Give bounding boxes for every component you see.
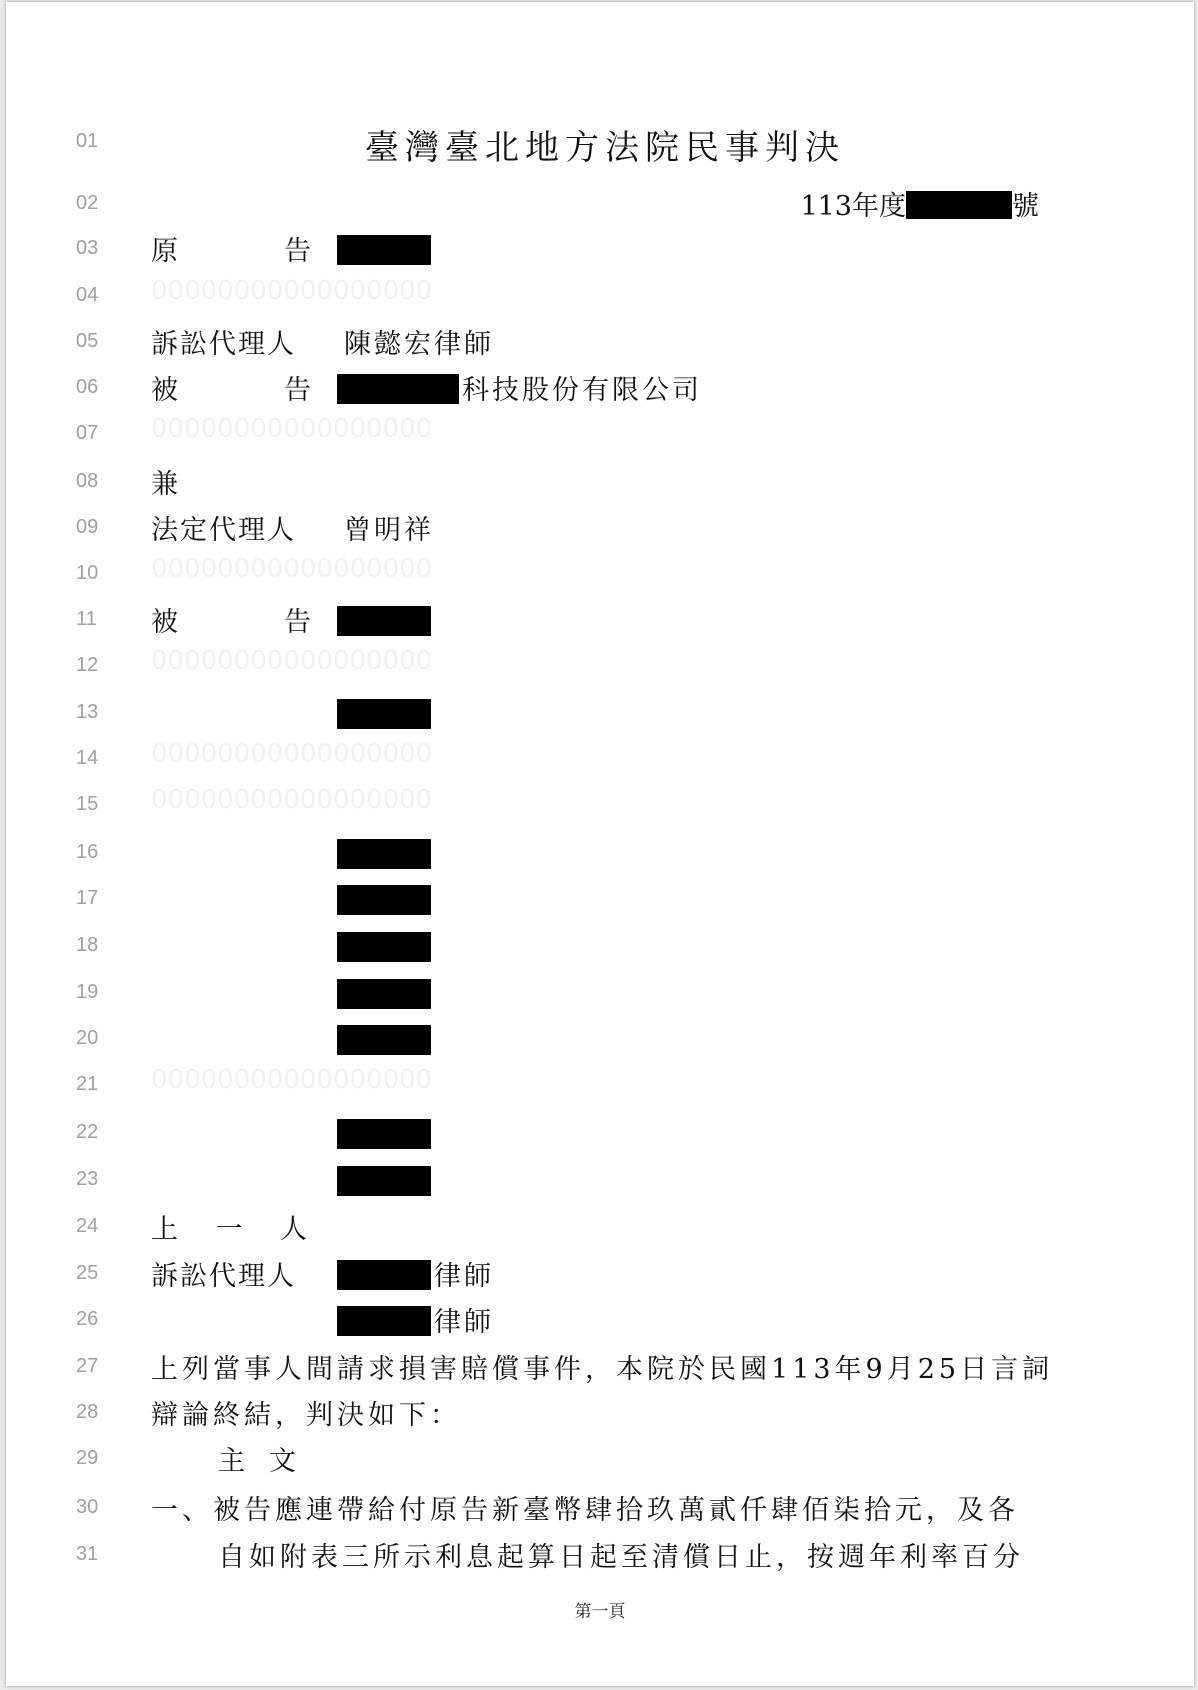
- line-number: 18: [76, 934, 99, 956]
- redaction-bar: [337, 1166, 431, 1196]
- redaction-bar: [337, 1025, 431, 1055]
- line-number: 02: [76, 192, 99, 214]
- line-number: 14: [76, 747, 99, 769]
- plaintiff-attorney-name: 陳懿宏律師: [344, 329, 494, 360]
- doc-line: [6, 414, 1194, 454]
- doc-line: [6, 1488, 1194, 1528]
- doc-line: [6, 833, 1194, 873]
- doc-line: [6, 739, 1194, 779]
- line-number: 27: [76, 1355, 99, 1377]
- redacted-filler: 00000000000000000: [151, 739, 433, 769]
- judgment-item: 自如附表三所示利息起算日起至清償日止，按週年利率百分: [218, 1542, 1024, 1573]
- defendant-attorney-label: 訴訟代理人: [151, 1261, 296, 1292]
- doc-line: [6, 973, 1194, 1013]
- line-number: 23: [76, 1168, 99, 1190]
- doc-line: [6, 368, 1194, 408]
- redaction-bar: [337, 839, 431, 869]
- attorney-suffix: 律師: [434, 1307, 494, 1338]
- line-number: 17: [76, 887, 99, 909]
- doc-line: [6, 229, 1194, 269]
- attorney-suffix: 律師: [434, 1261, 494, 1292]
- doc-line: [6, 1113, 1194, 1153]
- doc-line: [6, 646, 1194, 686]
- line-number: 31: [76, 1543, 99, 1565]
- line-number: 26: [76, 1308, 99, 1330]
- doc-line: [6, 693, 1194, 733]
- defendant2-label: 被 告: [151, 607, 311, 638]
- doc-line: [6, 1535, 1194, 1575]
- line-number: 05: [76, 330, 99, 352]
- line-number: 20: [76, 1027, 99, 1049]
- line-number: 04: [76, 284, 99, 306]
- plaintiff-attorney-label: 訴訟代理人: [151, 329, 296, 360]
- doc-line: [6, 600, 1194, 640]
- line-number: 16: [76, 841, 99, 863]
- line-number: 03: [76, 237, 99, 259]
- main-heading: 主文: [218, 1446, 320, 1477]
- line-number: 29: [76, 1447, 99, 1469]
- line-number: 22: [76, 1121, 99, 1143]
- redaction-bar: [337, 1260, 431, 1290]
- line-number: 13: [76, 701, 99, 723]
- case-number: [800, 184, 1039, 223]
- doc-line: [6, 462, 1194, 502]
- intro-text: 辯論終結，判決如下：: [151, 1400, 461, 1431]
- line-number: 11: [76, 608, 97, 630]
- redacted-filler: 00000000000000000: [151, 785, 433, 815]
- doc-line: [6, 1065, 1194, 1105]
- doc-line: [6, 1347, 1194, 1387]
- line-number: 06: [76, 376, 99, 398]
- doc-line: [6, 276, 1194, 316]
- line-number: 28: [76, 1401, 99, 1423]
- line-number: 21: [76, 1073, 99, 1095]
- redaction-bar: [337, 374, 459, 404]
- legal-rep-name: 曾明祥: [344, 515, 434, 546]
- judgment-item: 一、被告應連帶給付原告新臺幣肆拾玖萬貳仟肆佰柒拾元，及各: [151, 1495, 1019, 1526]
- line-number: 24: [76, 1215, 99, 1237]
- redaction-bar: [337, 606, 431, 636]
- redacted-filler: 00000000000000000: [151, 276, 433, 306]
- legal-rep-label: 法定代理人: [151, 515, 296, 546]
- redaction-bar: [337, 235, 431, 265]
- redaction-bar: [906, 191, 1012, 219]
- document-title: 臺灣臺北地方法院民事判決: [365, 128, 845, 168]
- doc-line: [6, 122, 1194, 162]
- line-number: 10: [76, 562, 99, 584]
- line-number: 15: [76, 793, 99, 815]
- redaction-bar: [337, 1306, 431, 1336]
- plaintiff-label: 原 告: [151, 236, 311, 267]
- doc-line: [6, 322, 1194, 362]
- doc-line: [6, 1254, 1194, 1294]
- doc-line: [6, 1300, 1194, 1340]
- doc-line: [6, 554, 1194, 594]
- doc-line: [6, 785, 1194, 825]
- redacted-filler: 00000000000000000: [151, 1065, 433, 1095]
- line-number: 01: [76, 130, 99, 152]
- redaction-bar: [337, 979, 431, 1009]
- redaction-bar: [337, 1119, 431, 1149]
- line-number: 19: [76, 981, 99, 1003]
- concurrent-label: 兼: [151, 469, 180, 500]
- defendant1-name-suffix: 科技股份有限公司: [462, 375, 702, 406]
- redaction-bar: [337, 885, 431, 915]
- page-footer: 第一頁: [574, 1602, 626, 1622]
- redacted-filler: 00000000000000000: [151, 414, 433, 444]
- redacted-filler: 00000000000000000: [151, 646, 433, 676]
- redaction-bar: [337, 699, 431, 729]
- doc-line: [6, 1160, 1194, 1200]
- doc-line: [6, 1393, 1194, 1433]
- intro-text: 上列當事人間請求損害賠償事件，本院於民國113年9月25日言詞: [151, 1354, 1054, 1385]
- line-number: 09: [76, 516, 99, 538]
- redaction-bar: [337, 932, 431, 962]
- same-as-above-label: 上 一 人: [151, 1214, 307, 1245]
- line-number: 30: [76, 1496, 99, 1518]
- doc-line: [6, 1207, 1194, 1247]
- redacted-filler: 00000000000000000: [151, 554, 433, 584]
- case-number-prefix: 113年度: [800, 191, 906, 222]
- doc-line: [6, 184, 1194, 224]
- line-number: 07: [76, 422, 99, 444]
- doc-line: [6, 1439, 1194, 1479]
- line-number: 25: [76, 1262, 99, 1284]
- line-number: 08: [76, 470, 99, 492]
- case-number-suffix: 號: [1012, 191, 1039, 222]
- document-page: [6, 2, 1194, 1686]
- doc-line: [6, 508, 1194, 548]
- doc-line: [6, 879, 1194, 919]
- line-number: 12: [76, 654, 99, 676]
- doc-line: [6, 926, 1194, 966]
- defendant1-label: 被 告: [151, 375, 311, 406]
- doc-line: [6, 1019, 1194, 1059]
